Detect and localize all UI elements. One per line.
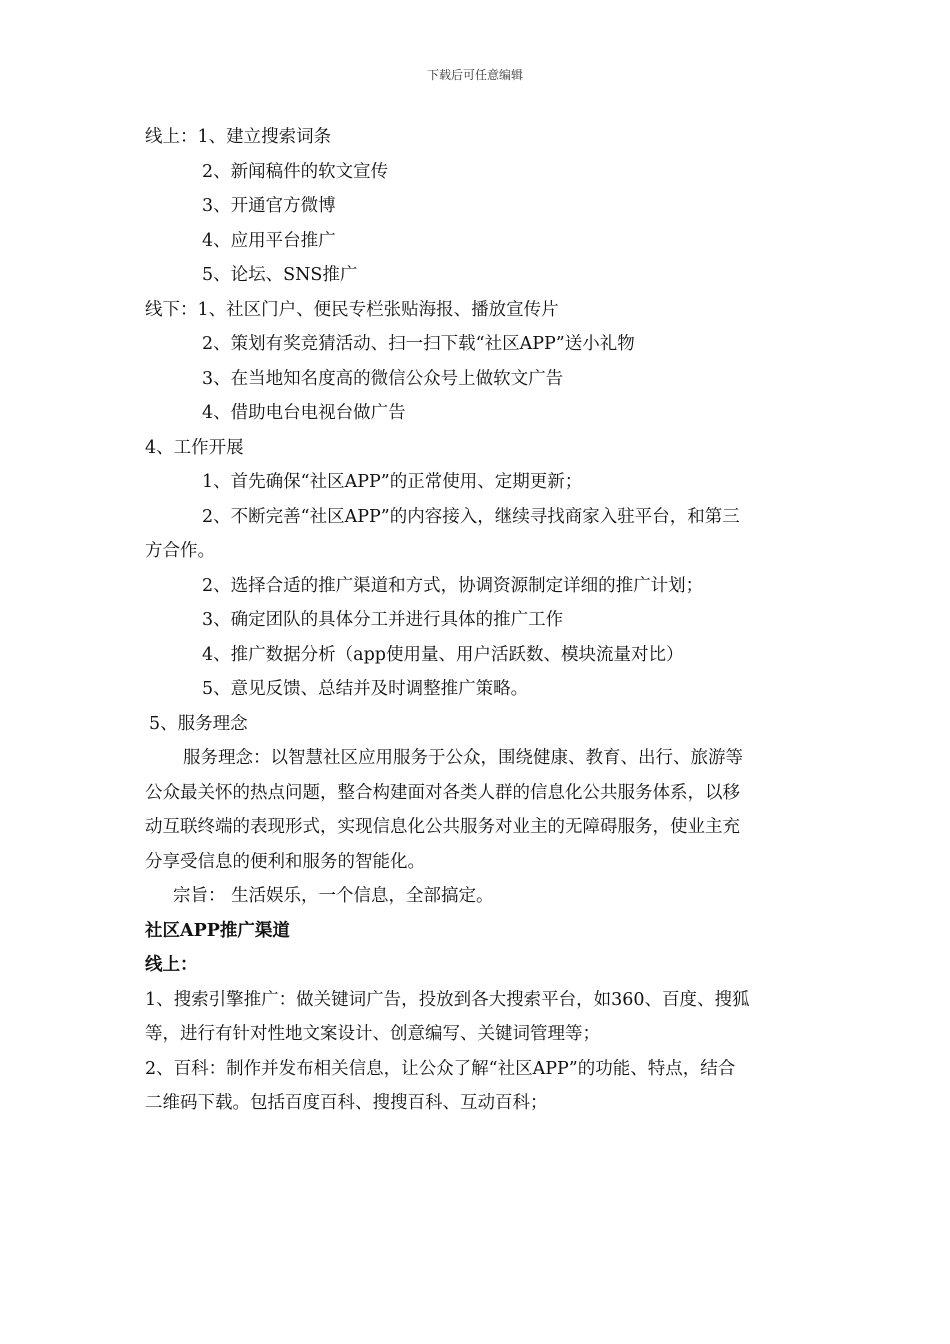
- page-header: 下载后可任意编辑: [426, 68, 523, 82]
- text-line: 5、意见反馈、总结并及时调整推广策略。: [202, 679, 529, 699]
- text-line: 4、推广数据分析（app使用量、用户活跃数、模块流量对比）: [202, 644, 684, 665]
- text-line: 服务理念：以智慧社区应用服务于公众，围绕健康、教育、出行、旅游等: [183, 748, 743, 768]
- text-line: 社区APP推广渠道: [145, 920, 290, 941]
- text-line: 4、工作开展: [145, 437, 244, 458]
- text-line: 1、首先确保“社区APP”的正常使用、定期更新；: [202, 472, 583, 492]
- text-line: 2、新闻稿件的软文宣传: [202, 161, 389, 182]
- text-line: 2、策划有奖竞猜活动、扫一扫下载“社区APP”送小礼物: [202, 334, 635, 354]
- text-line: 线上：: [145, 955, 198, 975]
- text-line: 公众最关怀的热点问题，整合构建面对各类人群的信息化公共服务体系，以移: [145, 782, 740, 803]
- text-line: 动互联终端的表现形式，实现信息化公共服务对业主的无障碍服务，使业主充: [145, 817, 740, 837]
- text-line: 二维码下载。包括百度百科、搜搜百科、互动百科；: [145, 1093, 548, 1113]
- text-line: 5、服务理念: [149, 713, 248, 734]
- text-line: 宗旨： 生活娱乐，一个信息，全部搞定。: [173, 886, 494, 906]
- text-line: 线上：1、建立搜索词条: [145, 127, 332, 147]
- text-line: 4、借助电台电视台做广告: [202, 403, 406, 423]
- text-line: 分享受信息的便利和服务的智能化。: [145, 851, 425, 872]
- text-line: 方合作。: [145, 541, 215, 561]
- document-body: [145, 120, 810, 1121]
- text-line: 4、应用平台推广: [202, 230, 336, 251]
- text-line: 1、搜索引擎推广：做关键词广告，投放到各大搜索平台，如360、百度、搜狐: [145, 989, 750, 1010]
- text-line: 2、不断完善“社区APP”的内容接入，继续寻找商家入驻平台，和第三: [202, 506, 740, 527]
- text-line: 2、选择合适的推广渠道和方式，协调资源制定详细的推广计划；: [202, 575, 704, 596]
- text-line: 等，进行有针对性地文案设计、创意编写、关键词管理等；: [145, 1024, 600, 1044]
- text-line: 3、确定团队的具体分工并进行具体的推广工作: [202, 610, 564, 630]
- text-line: 5、论坛、SNS推广: [202, 265, 358, 285]
- text-line: 2、百科：制作并发布相关信息，让公众了解“社区APP”的功能、特点，结合: [145, 1058, 736, 1079]
- text-line: 3、在当地知名度高的微信公众号上做软文广告: [202, 368, 564, 389]
- text-line: 线下：1、社区门户、便民专栏张贴海报、播放宣传片: [145, 299, 559, 320]
- text-line: 3、开通官方微博: [202, 196, 336, 216]
